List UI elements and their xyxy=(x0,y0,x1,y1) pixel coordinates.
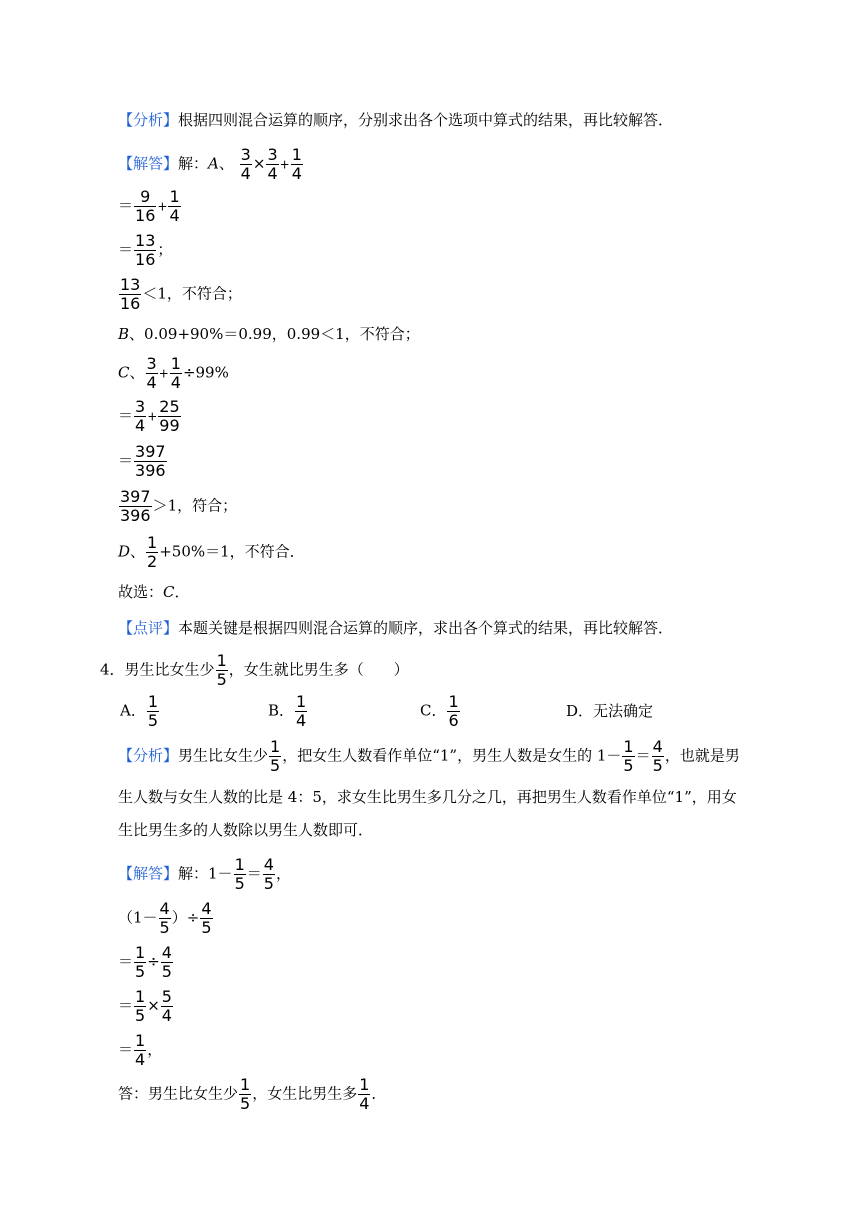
fraction xyxy=(263,856,275,893)
fraction xyxy=(168,188,180,225)
analysis-tag: 【分析】 xyxy=(118,746,179,765)
den: 5 xyxy=(623,756,634,775)
fraction xyxy=(239,1076,251,1113)
step-line xyxy=(118,276,242,313)
fraction xyxy=(146,355,158,392)
question-text: ，女生就比男生多（ ） xyxy=(228,660,409,679)
den: 5 xyxy=(216,670,227,689)
num: 1 xyxy=(135,987,146,1006)
sep: 、 xyxy=(218,154,234,173)
option-label: D． xyxy=(566,702,594,720)
num: 13 xyxy=(135,231,156,250)
fraction xyxy=(295,693,307,730)
den: 4 xyxy=(170,373,181,392)
question-text: 男生比女生少 xyxy=(124,660,215,679)
analysis-text: 生比男生多的人数除以男生人数即可． xyxy=(118,821,374,839)
den: 4 xyxy=(267,164,278,183)
comment-text: 本题关键是根据四则混合运算的顺序，求出各个算式的结果，再比较解答． xyxy=(178,619,674,637)
den: 5 xyxy=(234,874,245,893)
less-than: ＜ xyxy=(142,284,158,303)
option-label: C． xyxy=(420,701,447,720)
den: 5 xyxy=(652,756,663,775)
fraction xyxy=(161,944,173,981)
num: 4 xyxy=(652,737,663,756)
fraction xyxy=(266,146,278,183)
fraction xyxy=(119,276,141,313)
den: 5 xyxy=(270,756,281,775)
analysis-text: ，也就是男 xyxy=(664,746,740,765)
step-line xyxy=(118,900,214,937)
fraction xyxy=(269,738,281,775)
den: 4 xyxy=(146,373,157,392)
step-line xyxy=(118,988,174,1025)
den: 16 xyxy=(120,294,141,313)
num: 3 xyxy=(146,354,157,373)
num: 1 xyxy=(169,187,180,206)
fraction xyxy=(134,1032,146,1069)
step-line xyxy=(118,944,174,981)
answer-line-a xyxy=(118,146,304,183)
den: 4 xyxy=(135,416,146,435)
den: 2 xyxy=(147,552,158,571)
num: 1 xyxy=(240,1075,251,1094)
comma: ， xyxy=(147,1040,163,1059)
num: 4 xyxy=(161,943,172,962)
num: 397 xyxy=(120,487,151,506)
num: 1 xyxy=(135,1031,146,1050)
analysis-tag: 【分析】 xyxy=(118,111,179,129)
fraction xyxy=(119,488,152,525)
den: 4 xyxy=(135,1050,146,1069)
choose-letter: C xyxy=(163,583,175,601)
final-answer-line xyxy=(118,1076,386,1113)
den: 16 xyxy=(135,206,156,225)
option-d-line xyxy=(118,534,305,571)
sep: 、 xyxy=(129,325,145,343)
fraction xyxy=(147,693,159,730)
fraction xyxy=(134,188,156,225)
den: 4 xyxy=(359,1094,370,1113)
analysis-4-line-3 xyxy=(118,820,373,840)
option-label: A． xyxy=(120,701,146,720)
num: 4 xyxy=(159,899,170,918)
num: 1 xyxy=(234,855,245,874)
choose-line xyxy=(118,582,190,602)
num: 1 xyxy=(359,1075,370,1094)
fraction xyxy=(158,398,180,435)
option-a[interactable] xyxy=(120,693,160,730)
fraction xyxy=(200,900,212,937)
equals: ＝ xyxy=(635,746,651,765)
fraction xyxy=(234,856,246,893)
option-a-label: A xyxy=(208,154,219,173)
option-b[interactable] xyxy=(268,693,308,730)
step-line xyxy=(118,488,237,525)
num: 13 xyxy=(120,275,141,294)
answer-text: ，女生比男生多 xyxy=(252,1084,358,1103)
analysis-text: 男生比女生少 xyxy=(178,746,269,765)
option-c-line xyxy=(118,355,229,392)
plus-op: + xyxy=(157,199,168,214)
den: 16 xyxy=(135,250,156,269)
den: 5 xyxy=(147,711,159,730)
equals: ＝ xyxy=(118,451,134,470)
times-op: × xyxy=(147,996,160,1015)
step-line xyxy=(118,188,182,225)
num: 9 xyxy=(140,187,151,206)
fraction xyxy=(134,988,146,1025)
question-4 xyxy=(100,652,409,689)
step-line xyxy=(118,443,168,480)
period: ． xyxy=(174,583,190,601)
paren-open: （1－ xyxy=(118,908,158,927)
num: 1 xyxy=(448,692,459,711)
num: 1 xyxy=(291,145,302,164)
num: 1 xyxy=(216,651,227,670)
comment-line xyxy=(118,618,673,638)
num: 3 xyxy=(240,145,251,164)
comment-tag: 【点评】 xyxy=(118,619,179,637)
step-line xyxy=(118,232,172,269)
semicolon: ； xyxy=(157,240,173,259)
den: 5 xyxy=(135,1006,146,1025)
den: 396 xyxy=(120,506,151,525)
answer-tag: 【解答】 xyxy=(118,864,179,883)
fraction xyxy=(216,652,228,689)
plus-op: + xyxy=(158,366,169,381)
plus-op: + xyxy=(147,409,158,424)
num: 3 xyxy=(267,145,278,164)
option-label: B． xyxy=(268,701,295,720)
den: 5 xyxy=(159,918,170,937)
num: 1 xyxy=(135,943,146,962)
analysis-4-line-2 xyxy=(118,787,737,807)
fraction xyxy=(159,900,171,937)
num: 1 xyxy=(147,533,158,552)
den: 5 xyxy=(135,962,146,981)
fraction xyxy=(134,944,146,981)
fraction xyxy=(170,355,182,392)
step-line xyxy=(118,1032,162,1069)
den: 396 xyxy=(135,461,166,480)
option-text: 无法确定 xyxy=(593,702,654,720)
question-number: 4． xyxy=(100,660,125,679)
num: 5 xyxy=(161,987,172,1006)
analysis-text: 根据四则混合运算的顺序，分别求出各个选项中算式的结果，再比较解答． xyxy=(178,111,674,129)
num: 1 xyxy=(296,692,307,711)
sep: 、 xyxy=(129,363,145,382)
option-b-line xyxy=(118,324,420,344)
den: 5 xyxy=(201,918,212,937)
comma: ， xyxy=(275,864,291,883)
fraction xyxy=(134,232,156,269)
option-d-text: +50%＝1，不符合． xyxy=(159,542,305,561)
option-b-label: B xyxy=(118,325,130,343)
conclusion-text: 1，不符合； xyxy=(157,284,242,303)
analysis-text: 生人数与女生人数的比是 4：5，求女生比男生多几分之几，再把男生人数看作单位“1”，用女 xyxy=(118,788,737,806)
fraction xyxy=(134,398,146,435)
num: 1 xyxy=(270,737,281,756)
times-op: × xyxy=(252,154,266,173)
den: 5 xyxy=(263,874,274,893)
answer-4-line xyxy=(118,856,291,893)
percent: 99% xyxy=(195,363,229,382)
divide-op: ÷ xyxy=(147,952,160,971)
num: 1 xyxy=(147,692,159,711)
den: 5 xyxy=(161,962,172,981)
conclusion-text: 1，符合； xyxy=(167,496,238,515)
fraction xyxy=(291,146,303,183)
den: 4 xyxy=(291,164,302,183)
answer-text: 答：男生比女生少 xyxy=(118,1084,239,1103)
num: 4 xyxy=(263,855,274,874)
fraction xyxy=(447,693,459,730)
option-b-text: 0.09+90%＝0.99，0.99＜1，不符合； xyxy=(144,325,420,343)
equals: ＝ xyxy=(118,240,134,259)
solution-text: 解：1－ xyxy=(178,864,233,883)
equals: ＝ xyxy=(118,952,134,971)
fraction xyxy=(161,988,173,1025)
num: 25 xyxy=(159,397,180,416)
den: 4 xyxy=(240,164,251,183)
greater-than: ＞ xyxy=(152,496,168,515)
den: 4 xyxy=(296,711,307,730)
fraction xyxy=(652,738,664,775)
paren-close: ）÷ xyxy=(171,908,200,927)
fraction xyxy=(134,443,167,480)
divide-op: ÷ xyxy=(182,363,196,382)
analysis-4-line-1 xyxy=(118,738,740,775)
analysis-line xyxy=(118,110,673,130)
sep: 、 xyxy=(130,542,146,561)
choose-text: 故选： xyxy=(118,583,164,601)
answer-tag: 【解答】 xyxy=(118,154,179,173)
fraction xyxy=(146,534,158,571)
equals: ＝ xyxy=(118,196,134,215)
num: 3 xyxy=(135,397,146,416)
den: 6 xyxy=(448,711,459,730)
analysis-text: ，把女生人数看作单位“1”，男生人数是女生的 1－ xyxy=(282,746,622,765)
option-d[interactable] xyxy=(566,701,653,721)
fraction xyxy=(358,1076,370,1113)
jie-label: 解： xyxy=(178,154,209,173)
equals: ＝ xyxy=(118,406,134,425)
option-c-label: C xyxy=(118,363,130,382)
equals: ＝ xyxy=(118,996,134,1015)
fraction xyxy=(240,146,252,183)
den: 4 xyxy=(169,206,180,225)
num: 1 xyxy=(170,354,181,373)
den: 5 xyxy=(240,1094,251,1113)
option-d-label: D xyxy=(118,542,131,561)
equals: ＝ xyxy=(118,1040,134,1059)
plus-op: + xyxy=(279,157,290,172)
step-line xyxy=(118,398,182,435)
period: ． xyxy=(371,1084,387,1103)
option-c[interactable] xyxy=(420,693,461,730)
num: 1 xyxy=(623,737,634,756)
den: 99 xyxy=(159,416,180,435)
num: 397 xyxy=(135,442,166,461)
den: 4 xyxy=(161,1006,172,1025)
num: 4 xyxy=(201,899,212,918)
equals: ＝ xyxy=(246,864,262,883)
fraction xyxy=(622,738,634,775)
